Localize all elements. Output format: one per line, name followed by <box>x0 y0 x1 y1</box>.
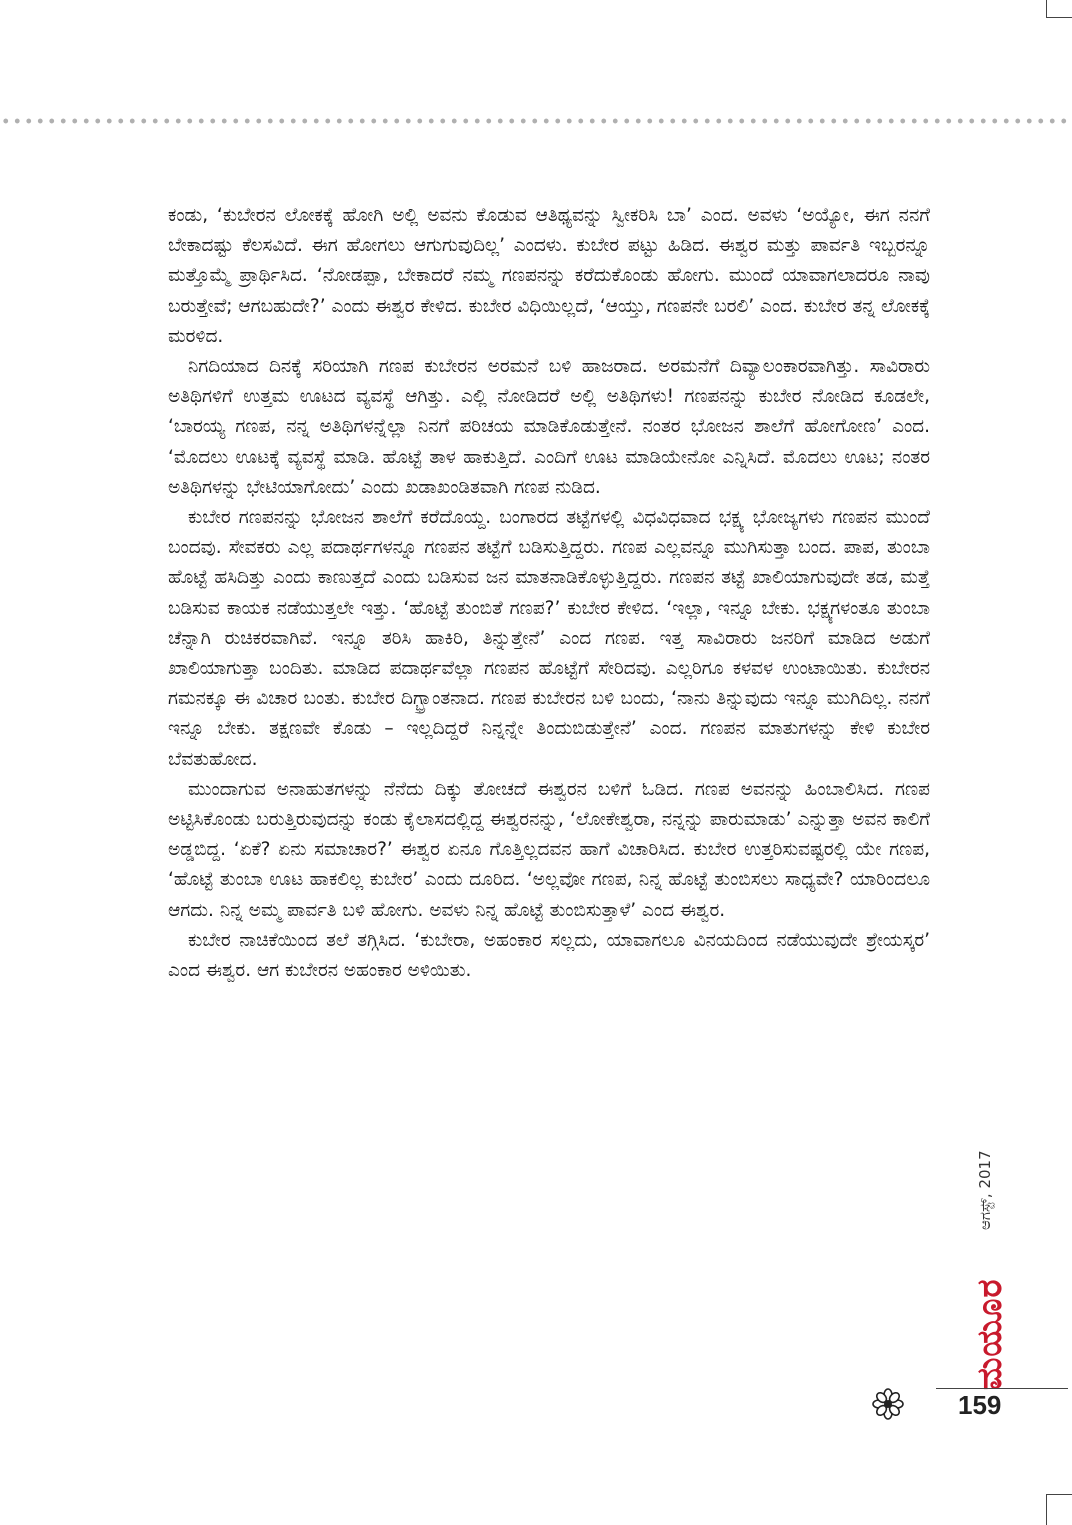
paragraph: ಕಂಡು, ‘ಕುಬೇರನ ಲೋಕಕ್ಕೆ ಹೋಗಿ ಅಲ್ಲಿ ಅವನು ಕೊಡುವ ಆತಿಥ್ಯವನ್ನು ಸ್ವೀಕರಿಸಿ ಬಾ’ ಎಂದ. ಅವಳು ‘ಅಯ್ಯೋ, ಈಗ ನನಗೆ ಬೇಕಾದಷ್ಟು ಕೆಲಸವಿದೆ. ಈಗ ಹೋಗಲು ಆಗುಗುವುದಿಲ್ಲ’ ಎಂದಳು. ಕುಬೇರ ಪಟ್ಟು ಹಿಡಿದ. ಈಶ್ವರ ಮತ್ತು ಪಾರ್ವತಿ ಇಬ್ಬರನ್ನೂ ಮತ್ತೊಮ್ಮೆ ಪ್ರಾರ್ಥಿಸಿದ. ‘ನೋಡಪ್ಪಾ, ಬೇಕಾದರೆ ನಮ್ಮ ಗಣಪನನ್ನು ಕರೆದುಕೊಂಡು ಹೋಗು. ಮುಂದೆ ಯಾವಾಗಲಾದರೂ ನಾವು ಬರುತ್ತೇವೆ; ಆಗಬಹುದೇ?’ ಎಂದು ಈಶ್ವರ ಕೇಳಿದ. ಕುಬೇರ ವಿಧಿಯಿಲ್ಲದೆ, ‘ಆಯ್ತು, ಗಣಪನೇ ಬರಲಿ’ ಎಂದ. ಕುಬೇರ ತನ್ನ ಲೋಕಕ್ಕೆ ಮರಳಿದ. <box>168 205 930 347</box>
crop-mark-bottom <box>1046 1494 1072 1525</box>
article-body <box>168 201 930 986</box>
page-number: 159 <box>958 1390 1002 1420</box>
paragraph: ನಿಗದಿಯಾದ ದಿನಕ್ಕೆ ಸರಿಯಾಗಿ ಗಣಪ ಕುಬೇರನ ಅರಮನೆ ಬಳಿ ಹಾಜರಾದ. ಅರಮನೆಗೆ ದಿವ್ಯಾಲಂಕಾರವಾಗಿತ್ತು. ಸಾವಿರಾರು ಅತಿಥಿಗಳಿಗೆ ಉತ್ತಮ ಊಟದ ವ್ಯವಸ್ಥೆ ಆಗಿತ್ತು. ಎಲ್ಲಿ ನೋಡಿದರೆ ಅಲ್ಲಿ ಅತಿಥಿಗಳು! ಗಣಪನನ್ನು ಕುಬೇರ ನೋಡಿದ ಕೂಡಲೇ, ‘ಬಾರಯ್ಯ ಗಣಪ, ನನ್ನ ಅತಿಥಿಗಳನ್ನೆಲ್ಲಾ ನಿನಗೆ ಪರಿಚಯ ಮಾಡಿಕೊಡುತ್ತೇನೆ. ನಂತರ ಭೋಜನ ಶಾಲೆಗೆ ಹೋಗೋಣ’ ಎಂದ. ‘ಮೊದಲು ಊಟಕ್ಕೆ ವ್ಯವಸ್ಥೆ ಮಾಡಿ. ಹೊಟ್ಟೆ ತಾಳ ಹಾಕುತ್ತಿದೆ. ಎಂದಿಗೆ ಊಟ ಮಾಡಿಯೇನೋ ಎನ್ನಿಸಿದೆ. ಮೊದಲು ಊಟ; ನಂತರ ಅತಿಥಿಗಳನ್ನು ಭೇಟಿಯಾಗೋದು’ ಎಂದು ಖಡಾಖಂಡಿತವಾಗಿ ಗಣಪ ನುಡಿದ. <box>168 356 930 498</box>
dotted-header-rule <box>0 117 1072 125</box>
paragraph: ಕುಬೇರ ನಾಚಿಕೆಯಿಂದ ತಲೆ ತಗ್ಗಿಸಿದ. ‘ಕುಬೇರಾ, ಅಹಂಕಾರ ಸಲ್ಲದು, ಯಾವಾಗಲೂ ವಿನಯದಿಂದ ನಡೆಯುವುದೇ ಶ್ರೇಯಸ್ಕರ’ ಎಂದ ಈಶ್ವರ. ಆಗ ಕುಬೇರನ ಅಹಂಕಾರ ಅಳಿಯಿತು. <box>168 929 930 982</box>
magazine-side-caption <box>930 1110 1030 1390</box>
issue-date: ಆಗಸ್ಟ್, 2017 <box>976 1150 994 1230</box>
paragraph: ಕುಬೇರ ಗಣಪನನ್ನು ಭೋಜನ ಶಾಲೆಗೆ ಕರೆದೊಯ್ದ. ಬಂಗಾರದ ತಟ್ಟೆಗಳಲ್ಲಿ ವಿಧವಿಧವಾದ ಭಕ್ಷ್ಯ ಭೋಜ್ಯಗಳು ಗಣಪನ ಮುಂದೆ ಬಂದವು. ಸೇವಕರು ಎಲ್ಲ ಪದಾರ್ಥಗಳನ್ನೂ ಗಣಪನ ತಟ್ಟೆಗೆ ಬಡಿಸುತ್ತಿದ್ದರು. ಗಣಪ ಎಲ್ಲವನ್ನೂ ಮುಗಿಸುತ್ತಾ ಬಂದ. ಪಾಪ, ತುಂಬಾ ಹೊಟ್ಟೆ ಹಸಿದಿತ್ತು ಎಂದು ಕಾಣುತ್ತದೆ ಎಂದು ಬಡಿಸುವ ಜನ ಮಾತನಾಡಿಕೊಳ್ಳುತ್ತಿದ್ದರು. ಗಣಪನ ತಟ್ಟೆ ಖಾಲಿಯಾಗುವುದೇ ತಡ, ಮತ್ತೆ ಬಡಿಸುವ ಕಾಯಕ ನಡೆಯುತ್ತಲೇ ಇತ್ತು. ‘ಹೊಟ್ಟೆ ತುಂಬಿತೆ ಗಣಪ?’ ಕುಬೇರ ಕೇಳಿದ. ‘ಇಲ್ಲಾ, ಇನ್ನೂ ಬೇಕು. ಭಕ್ಷ್ಯಗಳಂತೂ ತುಂಬಾ ಚೆನ್ನಾಗಿ ರುಚಿಕರವಾಗಿವೆ. ಇನ್ನೂ ತರಿಸಿ ಹಾಕಿರಿ, ತಿನ್ನುತ್ತೇನೆ’ ಎಂದ ಗಣಪ. ಇತ್ತ ಸಾವಿರಾರು ಜನರಿಗೆ ಮಾಡಿದ ಅಡುಗೆ ಖಾಲಿಯಾಗುತ್ತಾ ಬಂದಿತು. ಮಾಡಿದ ಪದಾರ್ಥವೆಲ್ಲಾ ಗಣಪನ ಹೊಟ್ಟೆಗೆ ಸೇರಿದವು. ಎಲ್ಲರಿಗೂ ಕಳವಳ ಉಂಟಾಯಿತು. ಕುಬೇರನ ಗಮನಕ್ಕೂ ಈ ವಿಚಾರ ಬಂತು. ಕುಬೇರ ದಿಗ್ಭ್ರಾಂತನಾದ. ಗಣಪ ಕುಬೇರನ ಬಳಿ ಬಂದು, ‘ನಾನು ತಿನ್ನುವುದು ಇನ್ನೂ ಮುಗಿದಿಲ್ಲ. ನನಗೆ ಇನ್ನೂ ಬೇಕು. ತಕ್ಷಣವೇ ಕೊಡು – ಇಲ್ಲದಿದ್ದರೆ ನಿನ್ನನ್ನೇ ತಿಂದುಬಿಡುತ್ತೇನೆ’ ಎಂದ. ಗಣಪನ ಮಾತುಗಳನ್ನು ಕೇಳಿ ಕುಬೇರ ಬೆವತುಹೋದ. <box>168 507 930 770</box>
paragraph: ಮುಂದಾಗುವ ಅನಾಹುತಗಳನ್ನು ನೆನೆದು ದಿಕ್ಕು ತೋಚದೆ ಈಶ್ವರನ ಬಳಿಗೆ ಓಡಿದ. ಗಣಪ ಅವನನ್ನು ಹಿಂಬಾಲಿಸಿದ. ಗಣಪ ಅಟ್ಟಿಸಿಕೊಂಡು ಬರುತ್ತಿರುವುದನ್ನು ಕಂಡು ಕೈಲಾಸದಲ್ಲಿದ್ದ ಈಶ್ವರನನ್ನು, ‘ಲೋಕೇಶ್ವರಾ, ನನ್ನನ್ನು ಪಾರುಮಾಡು’ ಎನ್ನುತ್ತಾ ಅವನ ಕಾಲಿಗೆ ಅಡ್ಡಬಿದ್ದ. ‘ಏಕೆ? ಏನು ಸಮಾಚಾರ?’ ಈಶ್ವರ ಏನೂ ಗೊತ್ತಿಲ್ಲದವನ ಹಾಗೆ ವಿಚಾರಿಸಿದ. ಕುಬೇರ ಉತ್ತರಿಸುವಷ್ಟರಲ್ಲಿ ಯೇ ಗಣಪ, ‘ಹೊಟ್ಟೆ ತುಂಬಾ ಊಟ ಹಾಕಲಿಲ್ಲ ಕುಬೇರ’ ಎಂದು ದೂರಿದ. ‘ಅಲ್ಲವೋ ಗಣಪ, ನಿನ್ನ ಹೊಟ್ಟೆ ತುಂಬಿಸಲು ಸಾಧ್ಯವೇ? ಯಾರಿಂದಲೂ ಆಗದು. ನಿನ್ನ ಅಮ್ಮ ಪಾರ್ವತಿ ಬಳಿ ಹೋಗು. ಅವಳು ನಿನ್ನ ಹೊಟ್ಟೆ ತುಂಬಿಸುತ್ತಾಳೆ’ ಎಂದ ಈಶ್ವರ. <box>168 778 930 921</box>
crop-mark-top <box>1046 0 1072 18</box>
footer-rule <box>936 1388 1068 1389</box>
flower-icon <box>872 1388 904 1420</box>
magazine-logo: ಮಯೂರ <box>970 1278 1010 1390</box>
